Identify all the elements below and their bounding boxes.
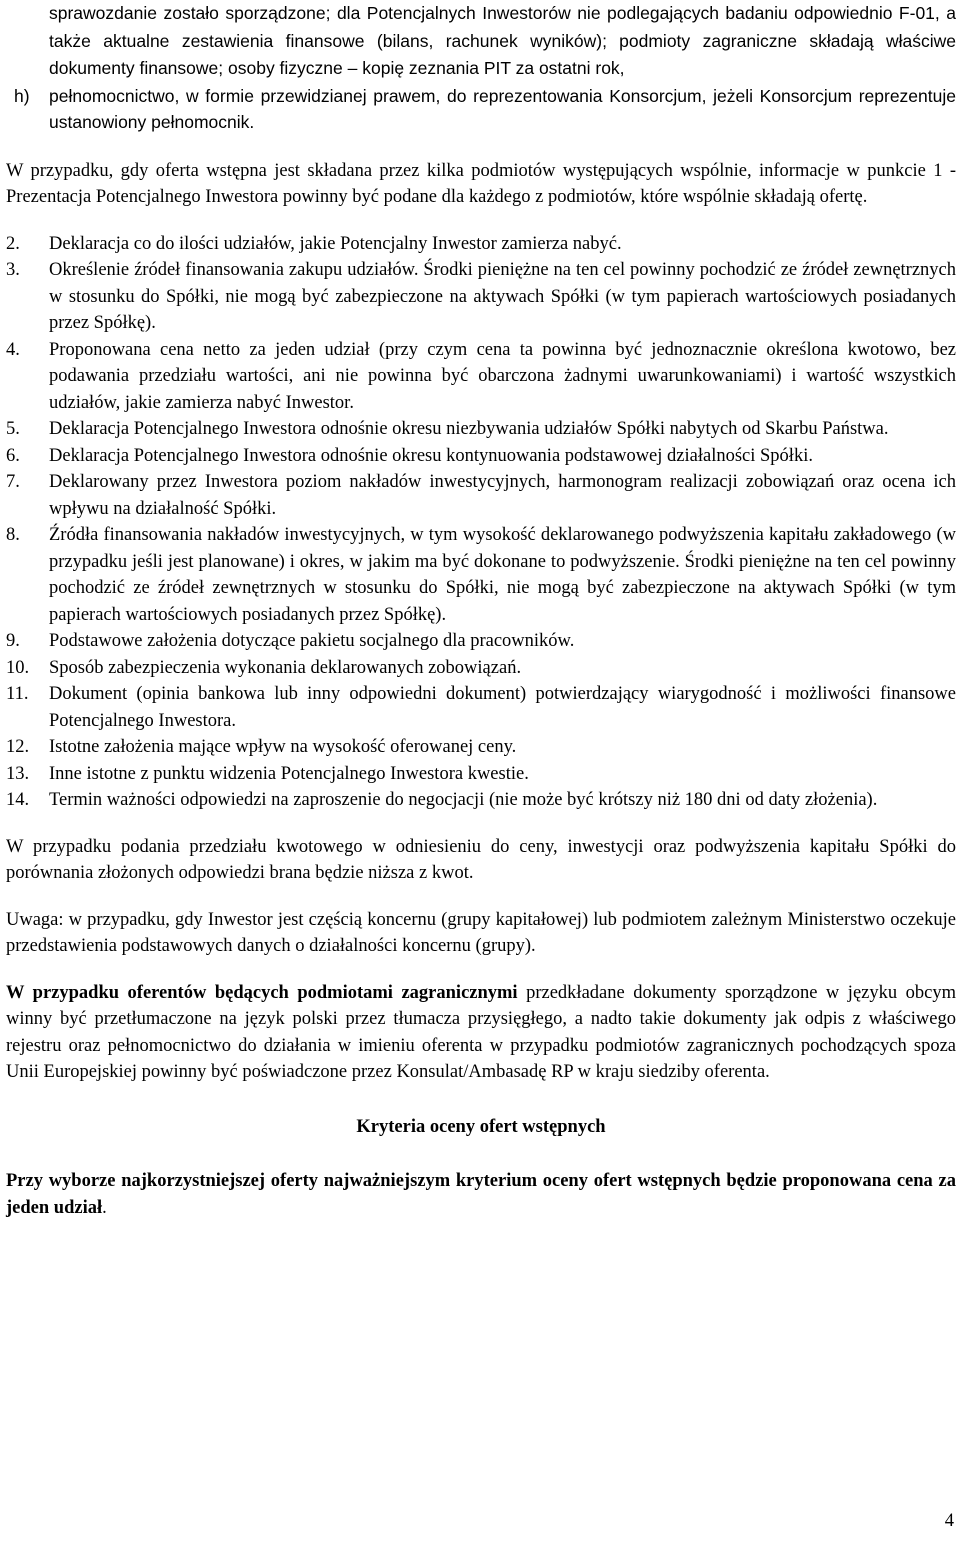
list-number: 8.: [6, 525, 20, 545]
list-number: 3.: [6, 260, 20, 280]
list-item: [6, 628, 956, 655]
list-item-text: Inne istotne z punktu widzenia Potencjalnego Inwestora kwestie.: [49, 763, 529, 784]
requirements-list: [6, 231, 956, 814]
document-page: [6, 0, 956, 1221]
continuation-text-sans: podmioty zagraniczne składają właściwe dokumenty finansowe; osoby fizyczne – kopię zeznania PIT za ostatni rok,: [49, 30, 956, 78]
criteria-paragraph: [6, 1168, 956, 1221]
list-number: 6.: [6, 445, 20, 466]
list-item-text: Deklaracja Potencjalnego Inwestora odnośnie okresu kontynuowania podstawowej działalności Spółki.: [49, 445, 813, 466]
list-item-text: Deklaracja co do ilości udziałów, jakie Potencjalny Inwestor zamierza nabyć.: [49, 233, 622, 254]
list-item-text: Sposób zabezpieczenia wykonania deklarowanych zobowiązań.: [49, 657, 522, 678]
list-item-text: Termin ważności odpowiedzi na zaproszenie do negocjacji (nie może być krótszy niż 180 dni od daty złożenia).: [49, 790, 878, 810]
list-number: 14.: [6, 790, 30, 810]
list-item: [6, 522, 956, 628]
bold-lead: W przypadku oferentów będących podmiotami zagranicznymi: [6, 982, 518, 1003]
list-item-text: Podstawowe założenia dotyczące pakietu socjalnego dla pracowników.: [49, 631, 575, 651]
paragraph-range: W przypadku podania przedziału kwotowego w odniesieniu do ceny, inwestycji oraz podwyższenia kapitału Spółki do porównania złożonych odpowiedzi brana będzie niższa z kwot.: [6, 836, 956, 883]
list-number: 4.: [6, 339, 20, 360]
list-item-text: Deklaracja Potencjalnego Inwestora odnośnie okresu niezbywania udziałów Spółki nabytych od Skarbu Państwa.: [49, 419, 889, 439]
list-item-text: Źródła finansowania nakładów inwestycyjnych, w tym wysokość deklarowanego podwyższenia kapitału zakładowego (w przypadku jeśli jest planowane) i okres, w jakim ma być dokonane to podwyższenie. Środki pieniężne na ten cel powinny pochodzić ze źródeł zewnętrznych w stosunku do Spółki, nie mogą być zabezpieczone na aktywach Spółki (w tym papierach wartościowych posiadanych przez Spółkę).: [49, 525, 956, 625]
continuation-text-serif: sprawozdanie zostało sporządzone; dla Potencjalnych Inwestorów nie podlegających badaniu odpowiednio F-01, a także aktualne zestawienia finansowe (bilans, rachunek wyników);: [49, 3, 956, 51]
list-number: 12.: [6, 737, 30, 757]
list-item-text: Dokument (opinia bankowa lub inny odpowiedni dokument) potwierdzający wiarygodność i możliwości finansowe Potencjalnego Inwestora.: [49, 684, 956, 731]
paragraph-note: Uwaga: w przypadku, gdy Inwestor jest częścią koncernu (grupy kapitałowej) lub podmiotem zależnym Ministerstwo oczekuje przedstawienia podstawowych danych o działalności koncernu (grupy).: [6, 909, 956, 956]
list-number: 13.: [6, 763, 30, 784]
paragraph-foreign: [6, 980, 956, 1086]
list-item-h: [6, 83, 956, 136]
list-item: [6, 257, 956, 337]
list-item: [6, 761, 956, 788]
criteria-bold: Przy wyborze najkorzystniejszej oferty najważniejszym kryterium oceny ofert wstępnych będzie proponowana cena za jeden udział: [6, 1171, 956, 1218]
paragraph-rest: przedkładane dokumenty sporządzone w języku obcym winny być przetłumaczone na język polski przez tłumacza przysięgłego, a nadto takie dokumenty jak odpis z właściwego rejestru oraz pełnomocnictwo do działania w imieniu oferenta w przypadku podmiotów zagranicznych pochodzących spoza Unii Europejskiej powinny być poświadczone przez Konsulat/Ambasadę RP w kraju siedziby oferenta.: [6, 982, 956, 1082]
list-number: 9.: [6, 631, 20, 651]
list-number: 5.: [6, 419, 20, 439]
list-item: [6, 231, 956, 258]
list-item-text: Proponowana cena netto za jeden udział (przy czym cena ta powinna być jednoznacznie określona kwotowo, bez podawania przedziału wartości, ani nie powinna być obarczona żadnymi uwarunkowaniami) i wartość wszystkich udziałów, jakie zamierza nabyć Inwestor.: [49, 339, 956, 413]
page-number: 4: [944, 1511, 954, 1531]
list-item-text: Deklarowany przez Inwestora poziom nakładów inwestycyjnych, harmonogram realizacji zobowiązań oraz ocena ich wpływu na działalność Spółki.: [49, 472, 956, 519]
list-marker: h): [14, 85, 30, 106]
list-item: [6, 416, 956, 443]
criteria-tail: .: [102, 1197, 107, 1218]
list-item: [6, 655, 956, 682]
list-number: 2.: [6, 233, 20, 254]
list-number: 11.: [6, 684, 29, 704]
list-item: [6, 787, 956, 814]
list-item-text: pełnomocnictwo, w formie przewidzianej prawem, do reprezentowania Konsorcjum, jeżeli Konsorcjum reprezentuje ustanowiony pełnomocnik.: [49, 85, 956, 132]
list-item-text: Istotne założenia mające wpływ na wysokość oferowanej ceny.: [49, 737, 517, 757]
list-item-text: Określenie źródeł finansowania zakupu udziałów. Środki pieniężne na ten cel powinny pochodzić ze źródeł zewnętrznych w stosunku do Spółki, nie mogą być zabezpieczone na aktywach Spółki (w tym papierach wartościowych posiadanych przez Spółkę).: [49, 260, 956, 333]
list-item: [6, 734, 956, 761]
list-item: [6, 681, 956, 734]
list-number: 10.: [6, 657, 30, 678]
paragraph-consortium: W przypadku, gdy oferta wstępna jest składana przez kilka podmiotów występujących wspólnie, informacje w punkcie 1 - Prezentacja Potencjalnego Inwestora powinny być podane dla każdego z podmiotów, które wspólnie składają ofertę.: [6, 160, 956, 207]
list-item: [6, 469, 956, 522]
list-number: 7.: [6, 472, 20, 492]
previous-item-continuation: [49, 0, 956, 83]
list-item: [6, 443, 956, 470]
list-item: [6, 337, 956, 417]
section-title: Kryteria oceny ofert wstępnych: [356, 1116, 606, 1137]
